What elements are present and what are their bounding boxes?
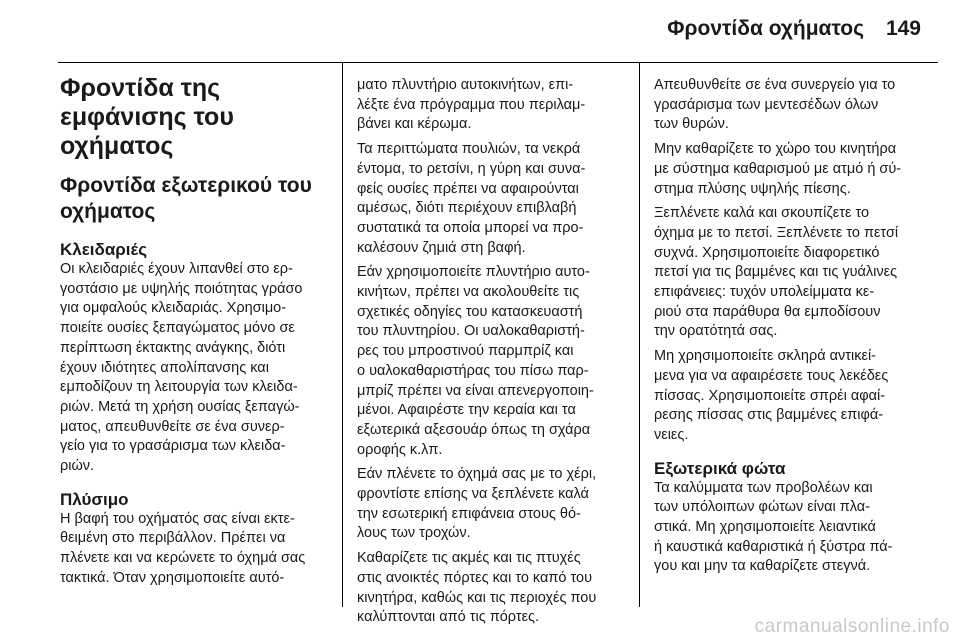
page-header <box>0 0 960 62</box>
locks-heading: Κλειδαριές <box>60 240 148 259</box>
running-section-title: Φροντίδα οχήματος <box>667 17 864 40</box>
column-divider-2 <box>639 62 640 607</box>
column-2 <box>357 76 629 628</box>
watermark: carmanualsonline.info <box>754 616 950 637</box>
paragraph-chamois: Ξεπλένετε καλά και σκουπίζετε το όχημα με το πετσί. Ξεπλένετε το πετσί συχνά. Χρησιμοποιείτε διαφορετικό πετσί για τις βαμμένες και τις γυάλινες επιφάνειες: τυχόν υπολείμματα κε- ριού στα παράθυρα θα εμποδίσουν την ορατότητά σας. <box>654 205 899 340</box>
main-heading: Φροντίδα της εμφάνισης του οχήματος <box>60 74 234 160</box>
column-1 <box>60 64 330 589</box>
paragraph-bird-droppings: Τα περιττώματα πουλιών, τα νεκρά έντομα, το ρετσίνι, η γύρη και συνα- φείς ουσίες πρέπει να αφαιρούνται αμέσως, διότι περιέχουν επιβλαβή συστατικά τα οποία μπορεί να προ- καλέσουν ζημιά στη βαφή. <box>357 141 586 256</box>
paragraph-tar-stains: Μη χρησιμοποιείτε σκληρά αντικεί- μενα για να αφαιρέσετε τους λεκέδες πίσσας. Χρησιμοποιείτε σπρέι αφαί- ρεσης πίσσας στις βαμμένες επιφά- νειες. <box>654 348 889 443</box>
header-divider <box>58 62 938 63</box>
paragraph-hinges: Απευθυνθείτε σε ένα συνεργείο για το γρασάρισμα των μεντεσέδων όλων των θυρών. <box>654 77 896 133</box>
page-number: 149 <box>885 17 921 40</box>
sub-heading: Φροντίδα εξωτερικού του οχήματος <box>60 174 312 223</box>
column-divider-1 <box>342 62 343 607</box>
column-3 <box>654 76 934 577</box>
paragraph-engine-bay: Μην καθαρίζετε το χώρο του κινητήρα με σύστημα καθαρισμού με ατμό ή σύ- στημα πλύσης υψηλής πίεσης. <box>654 141 902 197</box>
exterior-lights-heading: Εξωτερικά φώτα <box>654 458 786 478</box>
exterior-lights-paragraph: Τα καλύμματα των προβολέων και των υπόλοιπων φώτων είναι πλα- στικά. Μη χρησιμοποιείτε λειαντικά ή καυστικά καθαριστικά ή ξύστρα πά- γου και μην τα καθαρίζετε στεγνά. <box>654 479 893 575</box>
locks-paragraph: Οι κλειδαριές έχουν λιπανθεί στο ερ- γοστάσιο με υψηλής ποιότητας γράσο για ομφαλούς κλειδαριάς. Χρησιμο- ποιείτε ουσίες ξεπαγώματος μόνο σε περίπτωση έκτακτης ανάγκης, διότι έχουν ιδιότητες απολίπανσης και εμποδίζουν τη λειτουργία των κλειδα- ριών. Μετά τη χρήση ουσίας ξεπαγώ- ματος, απευθυνθείτε σε ένα συνερ- γείο για το γρασάρισμα των κλειδα- ριών. <box>60 261 303 475</box>
paragraph-car-wash-program: ματο πλυντήριο αυτοκινήτων, επι- λέξτε ένα πρόγραμμα που περιλαμ- βάνει και κέρωμα. <box>357 77 586 133</box>
paragraph-car-wash-instructions: Εάν χρησιμοποιείτε πλυντήριο αυτο- κινήτων, πρέπει να ακολουθείτε τις σχετικές οδηγίες του κατασκευαστή του πλυντηρίου. Οι υαλοκαθαριστή- ρες του μπροστινού παρμπρίζ και ο υαλοκαθαριστήρας του πίσω παρ- μπρίζ πρέπει να είναι απενεργοποιη- μένοι. Αφαιρέστε την κεραία και τα εξωτερικά αξεσουάρ όπως τη σχάρα οροφής κ.λπ. <box>357 264 594 458</box>
paragraph-edges-folds: Καθαρίζετε τις ακμές και τις πτυχές στις ανοικτές πόρτες και το καπό του κινητήρα, καθώς και τις περιοχές που καλύπτονται από τις πόρτες. <box>357 550 597 626</box>
washing-heading: Πλύσιμο <box>60 489 129 509</box>
paragraph-hand-wash: Εάν πλένετε το όχημά σας με το χέρι, φροντίστε επίσης να ξεπλένετε καλά την εσωτερική επιφάνεια στους θό- λους των τροχών. <box>357 466 597 542</box>
washing-paragraph: Η βαφή του οχήματός σας είναι εκτε- θειμένη στο περιβάλλον. Πρέπει να πλένετε και να κερώνετε το όχημά σας τακτικά. Όταν χρησιμοποιείτε αυτό- <box>60 510 306 586</box>
